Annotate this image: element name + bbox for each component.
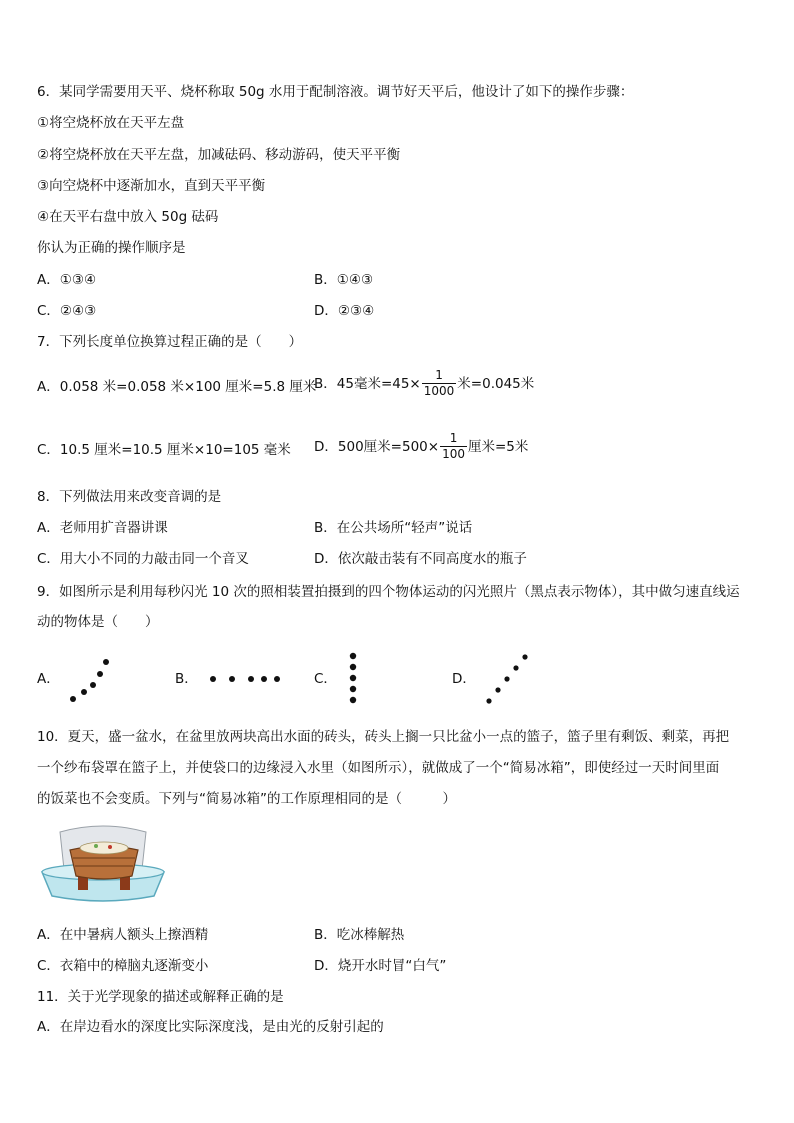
q6-step-4: ④在天平右盘中放入 50g 砝码 — [37, 209, 219, 225]
q10-stem-line3: 的饭菜也不会变质。下列与“简易冰箱”的工作原理相同的是（ ） — [37, 791, 456, 807]
q7-b-den: 1000 — [423, 384, 455, 398]
q8-option-b: B．在公共场所“轻声”说话 — [314, 520, 473, 536]
q10-stem-line2: 一个纱布袋罩在篮子上，并使袋口的边缘浸入水里（如图所示），就做成了一个“简易冰箱”，即使经过一天时间里面 — [37, 760, 720, 776]
q8-option-a: A．老师用扩音器讲课 — [37, 520, 168, 536]
q7-b-pre: B．45毫米=45× — [314, 375, 421, 392]
q9-stem-line2: 动的物体是（ ） — [37, 614, 159, 630]
q6-stem: 6．某同学需要用天平、烧杯称取 50g 水用于配制溶液。调节好天平后，他设计了如下的操作步骤： — [37, 84, 634, 100]
food — [80, 842, 128, 854]
dot — [210, 676, 216, 682]
q6-step-3: ③向空烧杯中逐渐加水，直到天平平衡 — [37, 178, 266, 194]
q9-label-d: D． — [452, 671, 476, 687]
dot — [97, 671, 103, 677]
dot — [350, 664, 356, 670]
q6-step-1: ①将空烧杯放在天平左盘 — [37, 115, 185, 131]
q6-ask: 你认为正确的操作顺序是 — [37, 240, 186, 256]
dot — [81, 689, 87, 695]
q9-label-a: A． — [37, 671, 60, 687]
q7-b-post: 米=0.045米 — [457, 375, 535, 392]
dot — [70, 696, 76, 702]
q7-d-post: 厘米=5米 — [467, 438, 529, 455]
food-veg — [94, 844, 98, 848]
q6-option-c: C．②④③ — [37, 303, 97, 319]
dot — [350, 686, 356, 692]
q6-step-2: ②将空烧杯放在天平左盘，加减砝码、移动游码，使天平平衡 — [37, 147, 401, 163]
q10-option-b: B．吃冰棒解热 — [314, 927, 405, 943]
q7-option-c: C．10.5 厘米=10.5 厘米×10=105 毫米 — [37, 442, 291, 458]
q9-label-b: B． — [175, 671, 198, 687]
dot — [513, 665, 518, 670]
q10-option-c: C．衣箱中的樟脑丸逐渐变小 — [37, 958, 209, 974]
dot — [495, 687, 500, 692]
dot — [522, 654, 527, 659]
q11-stem: 11．关于光学现象的描述或解释正确的是 — [37, 989, 284, 1005]
dot — [248, 676, 254, 682]
q11-option-a: A．在岸边看水的深度比实际深度浅，是由光的反射引起的 — [37, 1019, 384, 1035]
dot — [504, 676, 509, 681]
dot — [261, 676, 267, 682]
q8-option-c: C．用大小不同的力敲击同一个音叉 — [37, 551, 249, 567]
q7-option-a: A．0.058 米=0.058 米×100 厘米=5.8 厘米 — [37, 379, 317, 395]
q10-option-a: A．在中暑病人额头上擦酒精 — [37, 927, 209, 943]
q8-stem: 8．下列做法用来改变音调的是 — [37, 489, 222, 505]
food-veg — [108, 845, 112, 849]
q6-option-a: A．①③④ — [37, 272, 97, 288]
q9-photo-a-dots — [70, 659, 109, 702]
q9-photo-c-dots — [350, 653, 356, 703]
q10-option-d: D．烧开水时冒“白气” — [314, 958, 447, 974]
dot — [350, 697, 356, 703]
q7-b-num: 1 — [435, 368, 443, 382]
q9-photo-b-dots — [210, 676, 280, 682]
dot — [229, 676, 235, 682]
dot — [90, 682, 96, 688]
q9-photo-d-dots — [486, 654, 527, 703]
q9-stem-line1: 9．如图所示是利用每秒闪光 10 次的照相装置拍摄到的四个物体运动的闪光照片（黑点表示物体），其中做匀速直线运 — [37, 584, 740, 600]
dot — [103, 659, 109, 665]
q8-option-d: D．依次敲击装有不同高度水的瓶子 — [314, 551, 527, 567]
q10-stem-line1: 10．夏天，盛一盆水，在盆里放两块高出水面的砖头，砖头上搁一只比盆小一点的篮子，篮子里有剩饭、剩菜，再把 — [37, 729, 730, 745]
q7-d-pre: D．500厘米=500× — [314, 438, 440, 455]
q9-label-c: C． — [314, 671, 337, 687]
q7-d-den: 100 — [442, 447, 465, 461]
dot — [350, 653, 356, 659]
q6-option-d: D．②③④ — [314, 303, 375, 319]
dot — [274, 676, 280, 682]
simple-fridge-illustration — [40, 824, 166, 906]
q6-option-b: B．①④③ — [314, 272, 374, 288]
q7-stem: 7．下列长度单位换算过程正确的是（ ） — [37, 334, 303, 350]
q7-d-num: 1 — [449, 431, 458, 445]
dot — [350, 675, 356, 681]
dot — [486, 698, 491, 703]
